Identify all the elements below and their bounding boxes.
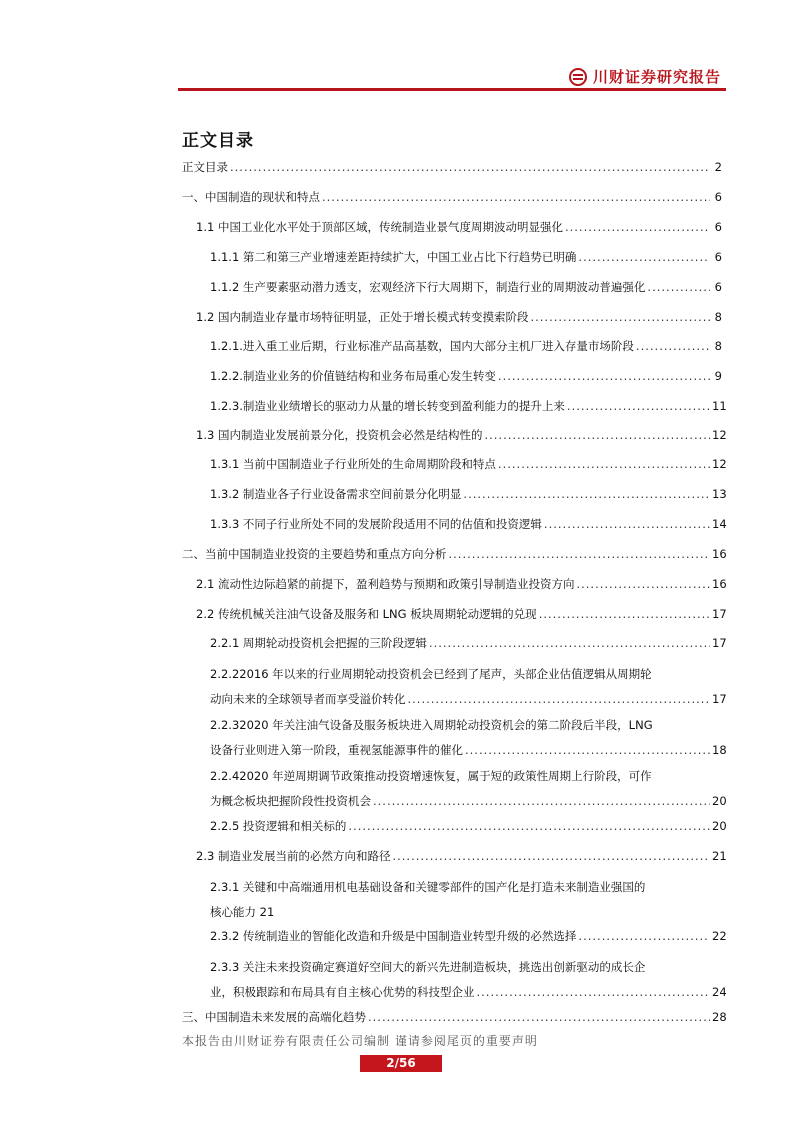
toc-leader-dots — [477, 980, 711, 1005]
toc-entry[interactable] — [196, 424, 727, 447]
toc-leader-dots — [392, 845, 710, 868]
toc-page-number: 11 — [712, 399, 727, 413]
toc-entry[interactable] — [210, 513, 727, 536]
toc-entry-title: 动向未来的全球领导者而享受溢价转化 — [210, 692, 406, 706]
toc-entry-title-line1: 2.2.42020 年逆周期调节政策推动投资增速恢复，属于短的政策性周期上行阶段，可作 — [210, 769, 652, 783]
toc-entry[interactable] — [210, 764, 727, 814]
toc-page-number: 12 — [712, 428, 727, 442]
toc-leader-dots — [429, 632, 710, 655]
toc-entry[interactable] — [182, 186, 722, 209]
toc-leader-dots — [578, 246, 710, 269]
toc-page-number: 6 — [714, 190, 722, 204]
toc-entry[interactable] — [210, 365, 722, 388]
toc-entry-title-line1: 2.3.3 关注未来投资确定赛道好空间大的新兴先进制造板块，挑选出创新驱动的成长企 — [210, 960, 646, 974]
toc-page-number: 14 — [712, 517, 727, 531]
toc-page-number: 17 — [712, 692, 727, 706]
toc-entry[interactable] — [210, 276, 722, 299]
toc-leader-dots — [647, 276, 710, 299]
toc-entry-title: 1.3 国内制造业发展前景分化，投资机会必然是结构性的 — [196, 428, 483, 442]
toc-entry-title: 2.3 制造业发展当前的必然方向和路径 — [196, 849, 391, 863]
toc-entry-title: 正文目录 — [182, 160, 228, 174]
toc-page-number: 9 — [714, 369, 722, 383]
toc-entry-title-line1: 2.2.22016 年以来的行业周期轮动投资机会已经到了尾声，头部企业估值逻辑从周期轮 — [210, 667, 652, 681]
toc-entry[interactable] — [196, 603, 727, 626]
toc-entry-title: 一、中国制造的现状和特点 — [182, 190, 320, 204]
toc-page-number: 21 — [712, 849, 727, 863]
toc-entry[interactable] — [210, 246, 722, 269]
toc-page-number: 28 — [712, 1010, 727, 1024]
toc-entry[interactable] — [210, 395, 727, 418]
toc-leader-dots — [636, 335, 710, 358]
toc-entry-title: 为概念板块把握阶段性投资机会 — [210, 794, 371, 808]
toc-page-number: 8 — [714, 339, 722, 353]
toc-leader-dots — [578, 925, 710, 948]
toc-page-number: 8 — [714, 310, 722, 324]
toc-leader-dots — [565, 216, 710, 239]
toc-entry-title: 2.2.5 投资逻辑和相关标的 — [210, 819, 347, 833]
header-divider — [178, 88, 726, 91]
toc-page-number: 12 — [712, 457, 727, 471]
toc-entry[interactable] — [196, 216, 722, 239]
toc-entry-title: 核心能力 21 — [210, 905, 275, 919]
toc-entry[interactable] — [196, 306, 722, 329]
toc-leader-dots — [498, 365, 710, 388]
toc-entry-title: 1.1 中国工业化水平处于顶部区域，传统制造业景气度周期波动明显强化 — [196, 220, 563, 234]
toc-leader-dots — [530, 306, 710, 329]
toc-leader-dots — [322, 186, 710, 209]
toc-entry[interactable] — [210, 815, 727, 838]
toc-page-number: 17 — [712, 607, 727, 621]
toc-leader-dots — [544, 513, 710, 536]
toc-entry-title: 三、中国制造未来发展的高端化趋势 — [182, 1010, 366, 1024]
toc-entry[interactable] — [210, 875, 722, 925]
toc-entry[interactable] — [196, 845, 727, 868]
toc-page-number: 13 — [712, 487, 727, 501]
toc-entry[interactable] — [210, 925, 727, 948]
report-header — [178, 60, 726, 90]
toc-entry-title: 2.1 流动性边际趋紧的前提下，盈利趋势与预期和政策引导制造业投资方向 — [196, 577, 575, 591]
toc-leader-dots — [348, 815, 710, 838]
toc-entry-title: 2.2.1 周期轮动投资机会把握的三阶段逻辑 — [210, 636, 427, 650]
toc-entry-title: 设备行业则进入第一阶段，重视氢能源事件的催化 — [210, 743, 463, 757]
toc-leader-dots — [373, 789, 710, 814]
page-title: 正文目录 — [182, 131, 254, 151]
toc-page-number: 6 — [714, 280, 722, 294]
toc-entry[interactable] — [210, 483, 727, 506]
toc-entry-title-line1: 2.3.1 关键和中高端通用机电基础设备和关键零部件的国产化是打造未来制造业强国的 — [210, 880, 646, 894]
toc-entry-title: 1.2 国内制造业存量市场特征明显，正处于增长模式转变摸索阶段 — [196, 310, 529, 324]
toc-entry-title: 1.3.2 制造业各子行业设备需求空间前景分化明显 — [210, 487, 462, 501]
toc-entry[interactable] — [210, 662, 727, 712]
toc-entry-title: 业，积极跟踪和布局具有自主核心优势的科技型企业 — [210, 985, 475, 999]
toc-leader-dots — [539, 603, 710, 626]
toc-entry-title: 1.1.2 生产要素驱动潜力透支，宏观经济下行大周期下，制造行业的周期波动普遍强化 — [210, 280, 646, 294]
toc-entry-title: 1.3.1 当前中国制造业子行业所处的生命周期阶段和特点 — [210, 457, 496, 471]
toc-entry[interactable] — [210, 453, 727, 476]
toc-entry-title: 1.3.3 不同子行业所处不同的发展阶段适用不同的估值和投资逻辑 — [210, 517, 542, 531]
toc-entry[interactable] — [210, 713, 727, 763]
toc-entry-title: 2.3.2 传统制造业的智能化改造和升级是中国制造业转型升级的必然选择 — [210, 929, 577, 943]
toc-page-number: 20 — [712, 794, 727, 808]
toc-leader-dots — [368, 1006, 710, 1029]
toc-leader-dots — [567, 395, 710, 418]
toc-entry[interactable] — [210, 335, 722, 358]
toc-entry[interactable] — [210, 955, 727, 1005]
toc-page-number: 17 — [712, 636, 727, 650]
toc-entry-title-line1: 2.2.32020 年关注油气设备及服务板块进入周期轮动投资机会的第二阶段后半段，LNG — [210, 718, 653, 732]
chuancai-logo-icon — [569, 68, 587, 86]
toc-leader-dots — [463, 483, 710, 506]
toc-leader-dots — [498, 453, 710, 476]
toc-entry[interactable] — [210, 632, 727, 655]
toc-entry[interactable] — [182, 156, 722, 179]
toc-page-number: 2 — [714, 160, 722, 174]
toc-leader-dots — [484, 424, 710, 447]
toc-entry[interactable] — [182, 1006, 727, 1029]
toc-page-number: 6 — [714, 220, 722, 234]
toc-leader-dots — [408, 687, 711, 712]
toc-entry-title: 1.1.1 第二和第三产业增速差距持续扩大，中国工业占比下行趋势已明确 — [210, 250, 577, 264]
toc-entry-title: 2.2 传统机械关注油气设备及服务和 LNG 板块周期轮动逻辑的兑现 — [196, 607, 537, 621]
footer-disclaimer: 本报告由川财证券有限责任公司编制 谨请参阅尾页的重要声明 — [182, 1034, 538, 1048]
toc-leader-dots — [576, 573, 710, 596]
toc-page-number: 16 — [712, 577, 727, 591]
toc-entry-title: 1.2.2.制造业业务的价值链结构和业务布局重心发生转变 — [210, 369, 496, 383]
toc-page-number: 6 — [714, 250, 722, 264]
toc-page-number: 16 — [712, 547, 727, 561]
toc-entry-title: 1.2.1.进入重工业后期，行业标准产品高基数，国内大部分主机厂进入存量市场阶段 — [210, 339, 634, 353]
toc-page-number: 18 — [712, 743, 727, 757]
toc-page-number: 24 — [712, 985, 727, 999]
toc-entry-title: 二、当前中国制造业投资的主要趋势和重点方向分析 — [182, 547, 447, 561]
toc-entry[interactable] — [196, 573, 727, 596]
toc-leader-dots — [230, 156, 710, 179]
brand-name: 川财证券研究报告 — [593, 68, 722, 86]
toc-entry[interactable] — [182, 543, 727, 566]
page-number-badge: 2/56 — [360, 1055, 442, 1072]
toc-leader-dots — [465, 738, 710, 763]
toc-entry-title: 1.2.3.制造业业绩增长的驱动力从量的增长转变到盈利能力的提升上来 — [210, 399, 565, 413]
toc-leader-dots — [449, 543, 711, 566]
toc-page-number: 22 — [712, 929, 727, 943]
toc-page-number: 20 — [712, 819, 727, 833]
